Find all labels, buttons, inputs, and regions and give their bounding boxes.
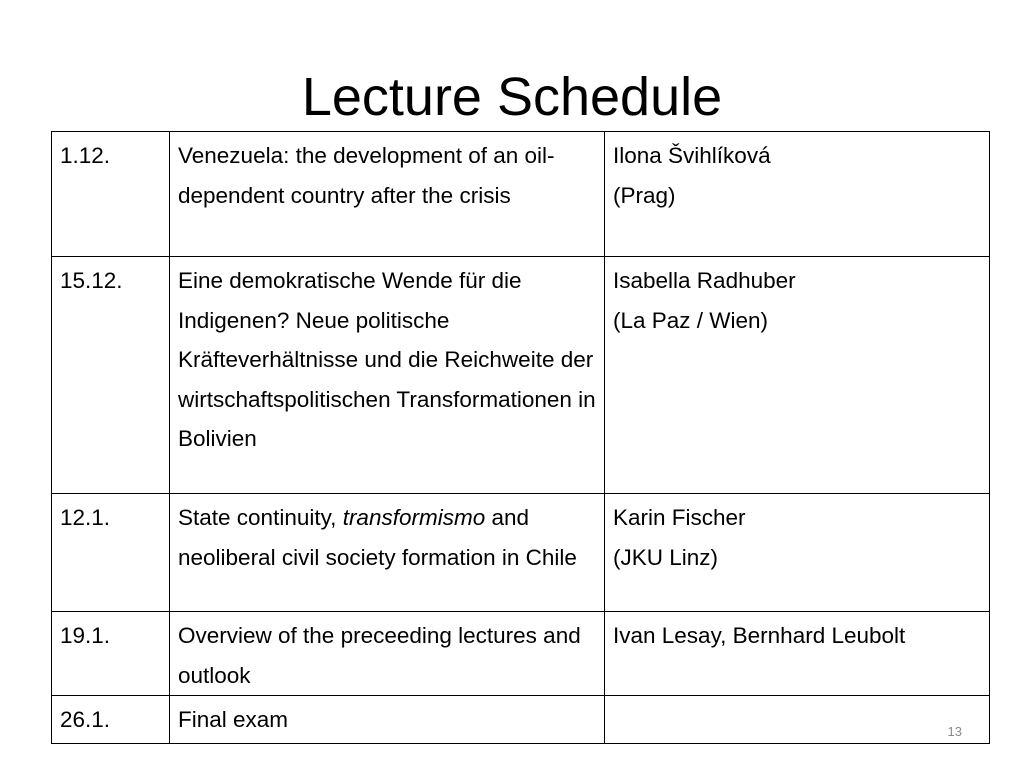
table-row xyxy=(52,612,990,696)
date-cell: 15.12. xyxy=(52,257,170,494)
table-row xyxy=(52,257,990,494)
speaker-name: Ilona Švihlíková xyxy=(613,143,771,168)
speaker-name: Isabella Radhuber xyxy=(613,268,796,293)
table-row xyxy=(52,494,990,612)
topic-cell xyxy=(170,696,605,744)
speaker-affiliation: (JKU Linz) xyxy=(613,544,719,570)
speaker-affiliation: (La Paz / Wien) xyxy=(613,307,769,333)
topic-text: Venezuela: the development of an oil-dependent country after the crisis xyxy=(178,143,555,208)
speaker-name: Karin Fischer xyxy=(613,505,746,530)
topic-cell xyxy=(170,257,605,494)
speaker-cell xyxy=(605,612,990,696)
date-cell: 19.1. xyxy=(52,612,170,696)
date-cell: 1.12. xyxy=(52,132,170,257)
topic-text: Eine demokratische Wende für die Indigenen? Neue politische Kräfteverhältnisse und die Reichweite der wirtschaftspolitischen Transformationen in Bolivien xyxy=(178,268,596,451)
speaker-affiliation: (Prag) xyxy=(613,182,676,208)
speaker-cell xyxy=(605,494,990,612)
topic-cell xyxy=(170,612,605,696)
slide-title: Lecture Schedule xyxy=(301,67,723,127)
date-cell: 12.1. xyxy=(52,494,170,612)
topic-text-continued: and neoliberal civil society formation in Chile xyxy=(178,505,577,570)
topic-text: State continuity, xyxy=(178,505,343,530)
page-number: 13 xyxy=(947,724,962,739)
speaker-name: Ivan Lesay, Bernhard Leubolt xyxy=(613,623,906,648)
lecture-schedule-table xyxy=(51,131,990,744)
speaker-cell xyxy=(605,257,990,494)
topic-cell xyxy=(170,132,605,257)
topic-cell xyxy=(170,494,605,612)
topic-text: Overview of the preceeding lectures and outlook xyxy=(178,623,581,688)
topic-italic-text: transformismo xyxy=(342,505,486,530)
date-cell: 26.1. xyxy=(52,696,170,744)
table-row xyxy=(52,696,990,744)
speaker-cell xyxy=(605,132,990,257)
table-row xyxy=(52,132,990,257)
topic-text: Final exam xyxy=(178,707,289,732)
